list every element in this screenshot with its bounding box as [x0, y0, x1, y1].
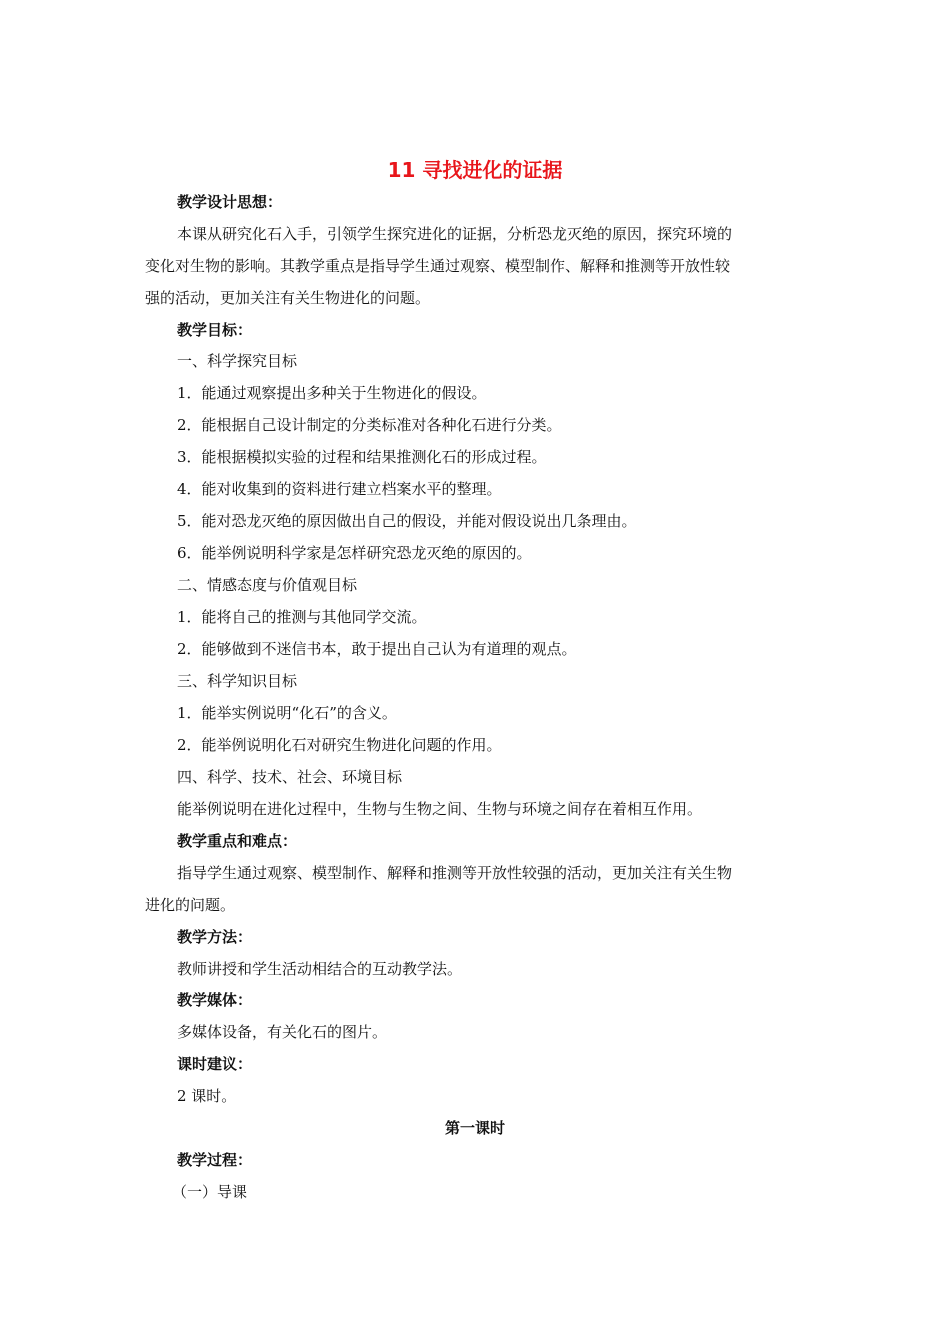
method-text: 教师讲授和学生活动相结合的互动教学法。	[177, 960, 463, 978]
goal4-text: 能举例说明在进化过程中，生物与生物之间、生物与环境之间存在着相互作用。	[177, 800, 703, 818]
goal3-heading: 三、科学知识目标	[177, 672, 298, 690]
design-line-3: 强的活动，更加关注有关生物进化的问题。	[145, 289, 431, 307]
goal1-heading: 一、科学探究目标	[177, 352, 298, 370]
document-title: 11 寻找进化的证据	[387, 158, 563, 182]
design-line-1: 本课从研究化石入手，引领学生探究进化的证据，分析恐龙灭绝的原因，探究环境的	[177, 225, 733, 243]
goal1-item: 4．能对收集到的资料进行建立档案水平的整理。	[177, 480, 502, 498]
hours-text: 2 课时。	[177, 1087, 237, 1105]
process-heading: 教学过程：	[177, 1151, 253, 1169]
media-text: 多媒体设备，有关化石的图片。	[177, 1023, 388, 1041]
goals-heading: 教学目标：	[177, 321, 253, 339]
goal1-item: 6．能举例说明科学家是怎样研究恐龙灭绝的原因的。	[177, 544, 532, 562]
goal1-item: 2．能根据自己设计制定的分类标准对各种化石进行分类。	[177, 416, 562, 434]
keypoints-line-1: 指导学生通过观察、模型制作、解释和推测等开放性较强的活动，更加关注有关生物	[177, 864, 733, 882]
method-heading: 教学方法：	[177, 928, 253, 946]
goal2-item: 2．能够做到不迷信书本，敢于提出自己认为有道理的观点。	[177, 640, 577, 658]
design-line-2: 变化对生物的影响。其教学重点是指导学生通过观察、模型制作、解释和推测等开放性较	[145, 257, 731, 275]
media-heading: 教学媒体：	[177, 991, 253, 1009]
process-step: （一）导课	[172, 1183, 248, 1201]
design-heading: 教学设计思想：	[177, 193, 283, 211]
keypoints-line-2: 进化的问题。	[145, 896, 236, 914]
lesson-title: 第一课时	[444, 1119, 505, 1137]
goal2-item: 1．能将自己的推测与其他同学交流。	[177, 608, 427, 626]
goal1-item: 1．能通过观察提出多种关于生物进化的假设。	[177, 384, 487, 402]
keypoints-heading: 教学重点和难点：	[177, 832, 298, 850]
goal1-item: 3．能根据模拟实验的过程和结果推测化石的形成过程。	[177, 448, 547, 466]
goal3-item: 2．能举例说明化石对研究生物进化问题的作用。	[177, 736, 502, 754]
goal3-item: 1．能举实例说明“化石”的含义。	[177, 704, 397, 722]
hours-heading: 课时建议：	[177, 1055, 253, 1073]
goal4-heading: 四、科学、技术、社会、环境目标	[177, 768, 403, 786]
goal2-heading: 二、情感态度与价值观目标	[177, 576, 358, 594]
goal1-item: 5．能对恐龙灭绝的原因做出自己的假设，并能对假设说出几条理由。	[177, 512, 637, 530]
